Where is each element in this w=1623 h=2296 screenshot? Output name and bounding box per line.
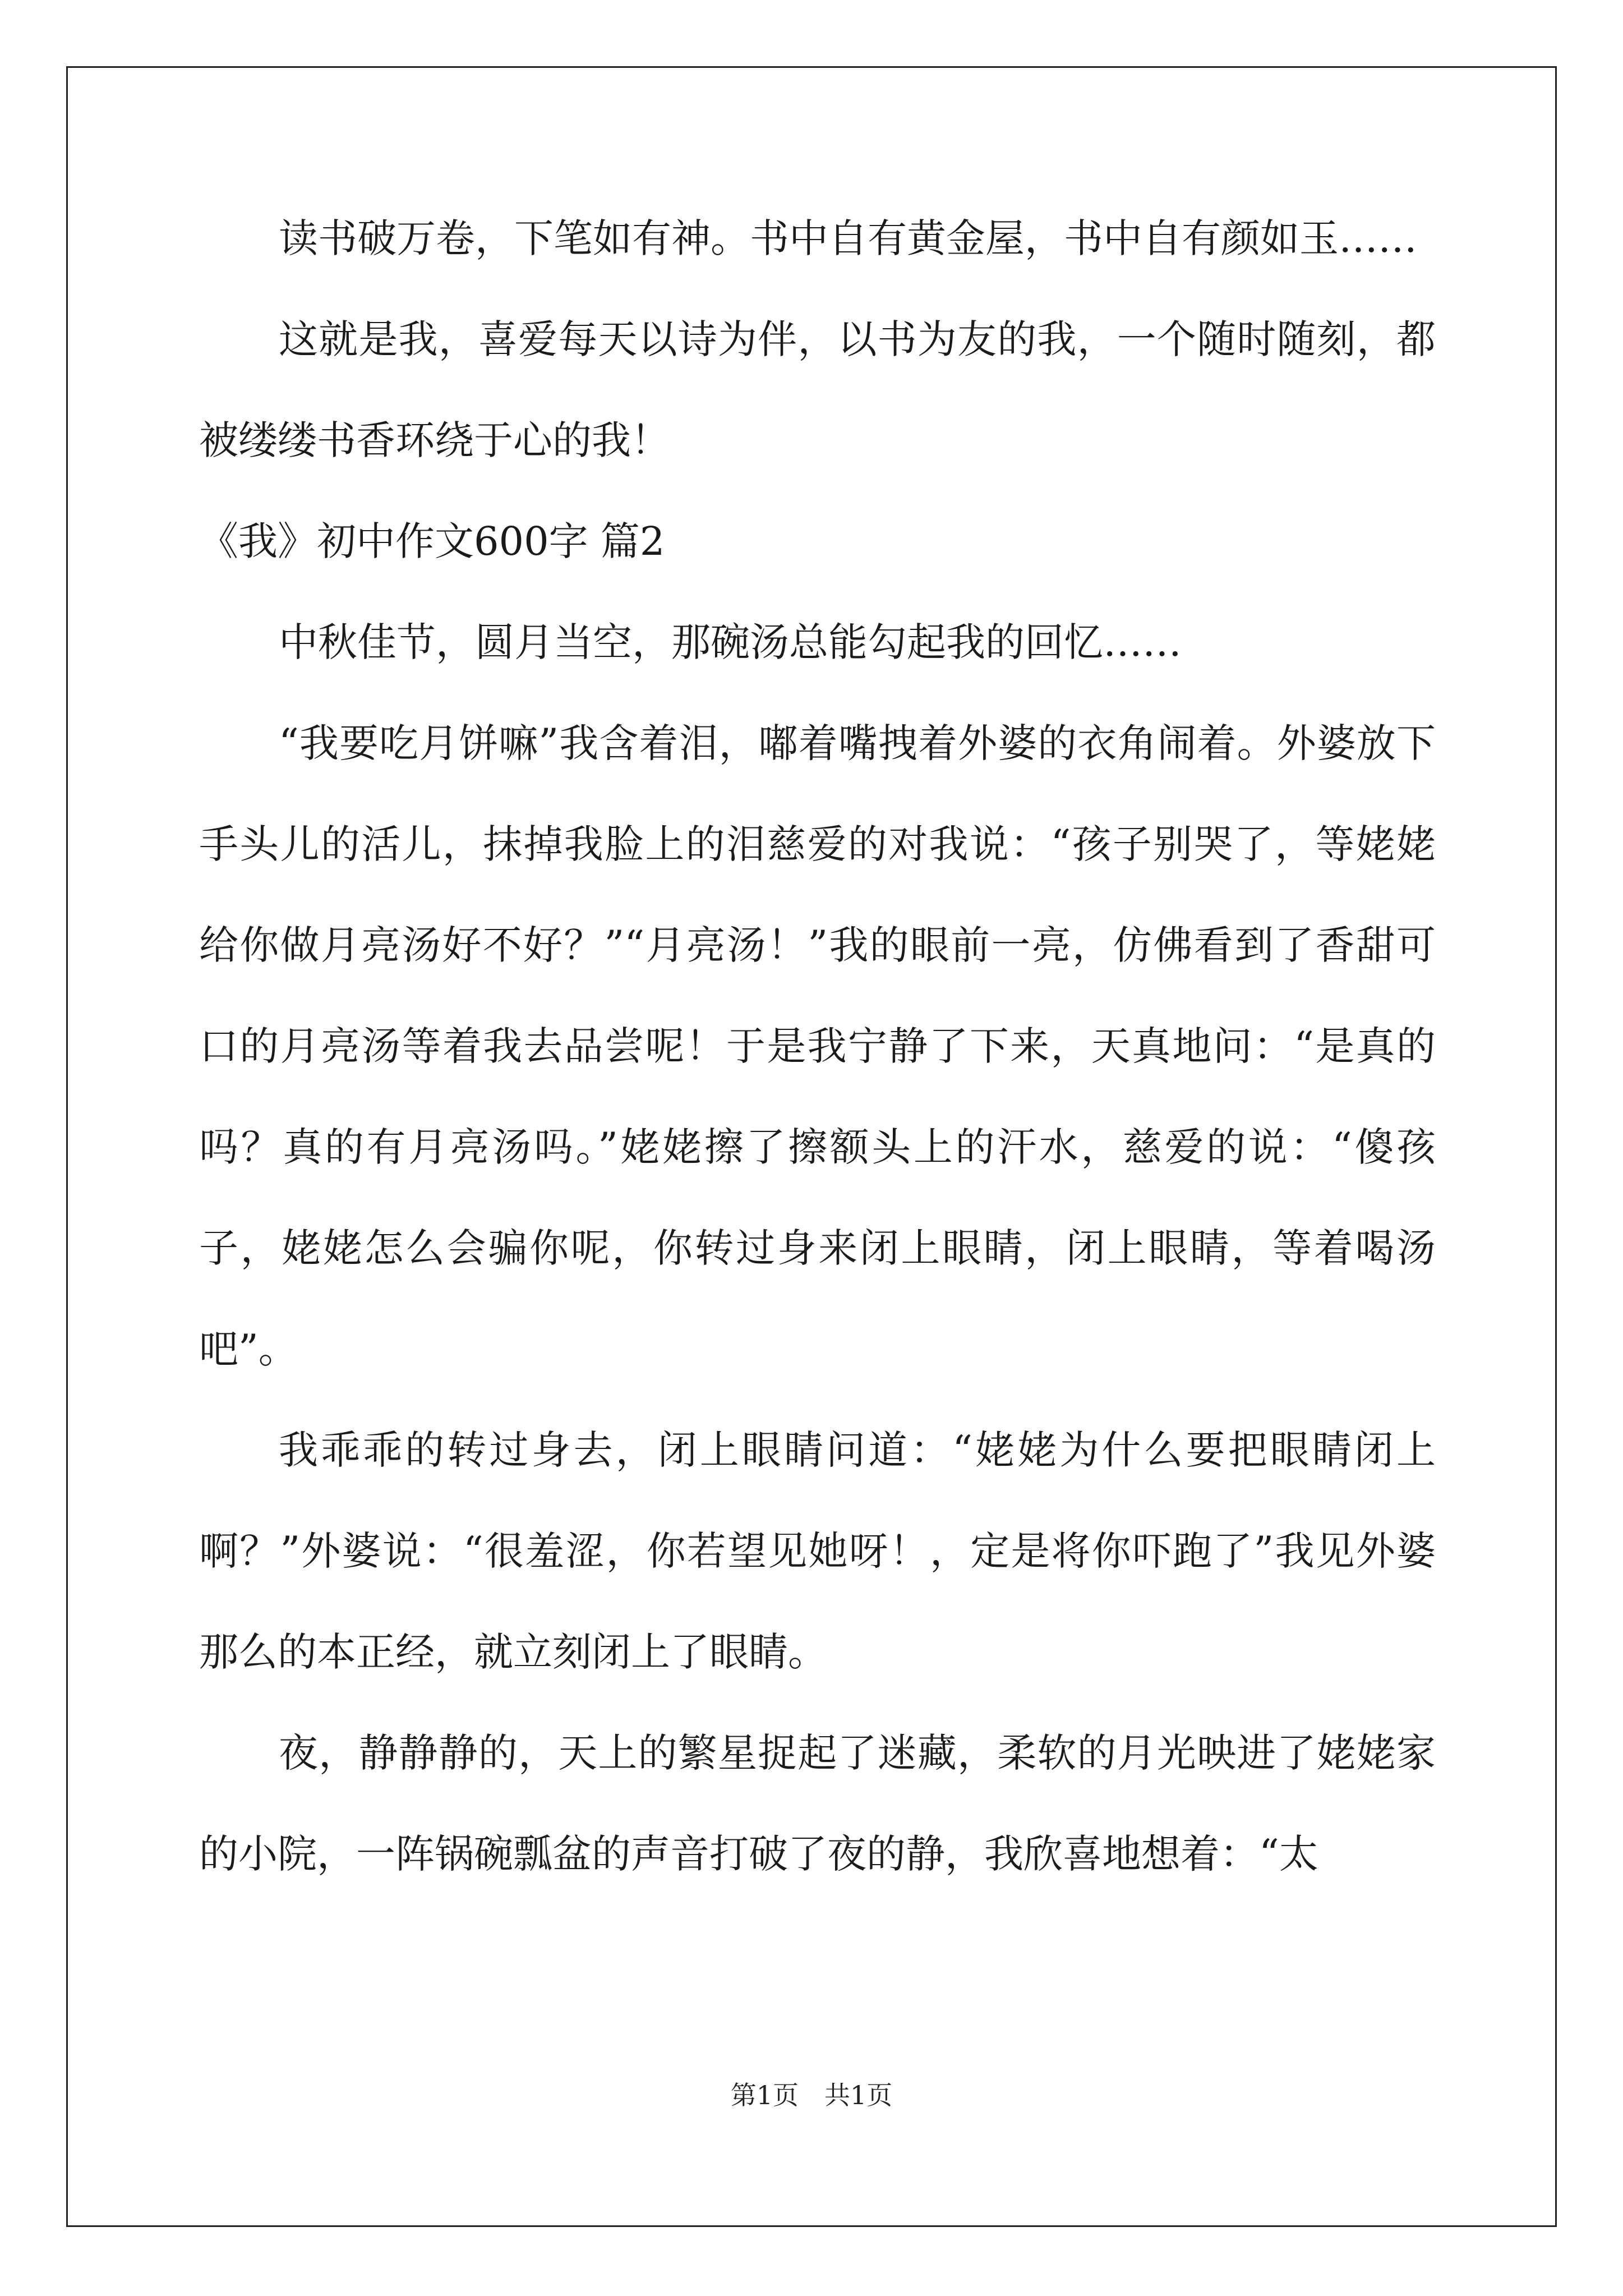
paragraph-2: 这就是我，喜爱每天以诗为伴，以书为友的我，一个随时随刻，都被缕缕书香环绕于心的我！	[199, 316, 1436, 463]
section-heading: 《我》初中作文600字 篇2	[199, 518, 665, 564]
paragraph-3: 中秋佳节，圆月当空，那碗汤总能勾起我的回忆……	[279, 619, 1182, 665]
paragraph-4: “我要吃月饼嘛”我含着泪，嘟着嘴拽着外婆的衣角闹着。外婆放下手头儿的活儿，抹掉我脸上的泪慈爱的对我说：“孩子别哭了，等姥姥给你做月亮汤好不好？”“月亮汤！”我的眼前一亮，仿佛看到了香甜可口的月亮汤等着我去品尝呢！于是我宁静了下来，天真地问：“是真的吗？真的有月亮汤吗。”姥姥擦了擦额头上的汗水，慈爱的说：“傻孩子，姥姥怎么会骗你呢，你转过身来闭上眼睛，闭上眼睛，等着喝汤吧”。	[199, 720, 1436, 1372]
document-body	[199, 188, 1436, 1904]
paragraph-5: 我乖乖的转过身去，闭上眼睛问道：“姥姥为什么要把眼睛闭上啊？”外婆说：“很羞涩，你若望见她呀！，定是将你吓跑了”我见外婆那么的本正经，就立刻闭上了眼睛。	[199, 1427, 1436, 1675]
page-footer: 第1页 共1页	[730, 2080, 893, 2110]
paragraph-6: 夜，静静静的，天上的繁星捉起了迷藏，柔软的月光映进了姥姥家的小院，一阵锅碗瓢盆的声音打破了夜的静，我欣喜地想着：“太	[199, 1730, 1436, 1877]
paragraph-1: 读书破万卷，下笔如有神。书中自有黄金屋，书中自有颜如玉……	[279, 215, 1417, 261]
